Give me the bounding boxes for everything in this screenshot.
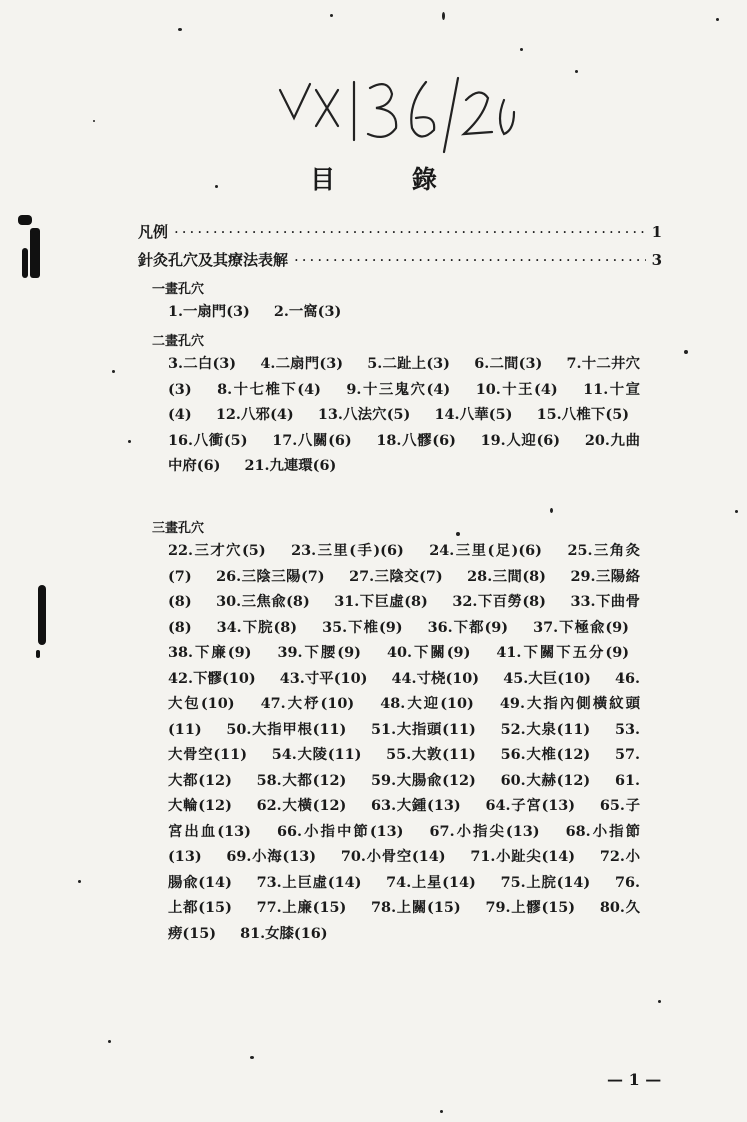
acupoint-entry: 43.寸平(10) <box>279 669 368 687</box>
acupoint-entry: 10.十王(4) <box>475 380 558 398</box>
scan-speck <box>330 14 333 17</box>
acupoint-entry: 19.人迎(6) <box>480 431 561 449</box>
acupoint-entry: 38.下廉(9) <box>168 644 252 661</box>
acupoint-entry: 32.下百勞(8) <box>452 593 546 610</box>
leader-dots <box>294 251 646 269</box>
acupoint-entry: 72.小腸兪(14) <box>168 848 641 891</box>
acupoint-entry: 48.大迎(10) <box>380 695 474 712</box>
acupoint-entry: 34.下脘(8) <box>216 618 298 636</box>
acupoint-entry: 60.大赫(12) <box>500 771 591 789</box>
acupoint-entry: 66.小指中節(13) <box>277 822 404 840</box>
section-heading: 一畫孔穴 <box>152 282 205 297</box>
acupoint-entry: 37.下極兪(9) <box>533 618 629 636</box>
toc-label: 針灸孔穴及其療法表解 <box>138 251 289 269</box>
scan-speck <box>250 1056 254 1059</box>
acupoint-entry: 15.八椎下(5) <box>536 406 630 423</box>
acupoint-entry: 16.八衝(5) <box>168 431 248 449</box>
acupoint-entry: 2.一窩(3) <box>273 303 342 320</box>
page-number: — 1 — <box>607 1070 662 1089</box>
acupoint-entry: 25.三角灸(7) <box>168 542 641 585</box>
scan-speck <box>112 370 115 373</box>
acupoint-entry: 28.三間(8) <box>467 567 546 585</box>
acupoint-entry: 45.大巨(10) <box>503 669 591 687</box>
acupoint-entry: 27.三陰交(7) <box>349 567 443 585</box>
section-heading: 三畫孔穴 <box>152 521 205 536</box>
acupoint-entry: 39.下腰(9) <box>277 644 361 661</box>
toc-page-number: 3 <box>651 251 662 269</box>
acupoint-entry: 81.女膝(16) <box>240 924 328 942</box>
acupoint-entry: 59.大腸兪(12) <box>371 771 476 789</box>
acupoint-entry: 80.久痨(15) <box>168 899 641 942</box>
binding-mark <box>38 585 46 645</box>
acupoint-entry: 6.二間(3) <box>474 355 543 372</box>
binding-mark <box>18 215 32 225</box>
acupoint-entry: 65.子宮出血(13) <box>168 797 641 840</box>
acupoint-entry: 74.上星(14) <box>386 873 476 891</box>
binding-mark <box>36 650 40 658</box>
acupoint-entry: 22.三才穴(5) <box>168 542 266 559</box>
acupoint-entry: 56.大椎(12) <box>500 746 591 763</box>
scan-speck <box>93 120 95 122</box>
acupoint-entry: 30.三焦兪(8) <box>216 593 310 610</box>
acupoint-entry: 13.八法穴(5) <box>317 406 411 423</box>
acupoint-entry: 40.下關(9) <box>386 644 471 661</box>
acupoint-entry: 17.八關(6) <box>272 431 352 449</box>
acupoint-entry: 67.小指尖(13) <box>429 822 540 840</box>
acupoint-entry: 63.大鍾(13) <box>371 797 461 814</box>
acupoint-entry: 23.三里(手)(6) <box>291 542 404 559</box>
acupoint-entry: 29.三陽絡(8) <box>168 567 641 610</box>
section-entries <box>168 351 640 479</box>
acupoint-entry: 53.大骨空(11) <box>168 720 641 763</box>
toc-page-number: 1 <box>651 223 662 241</box>
acupoint-entry: 5.二趾上(3) <box>367 355 450 372</box>
scan-speck <box>658 1000 661 1003</box>
acupoint-entry: 58.大都(12) <box>256 771 347 789</box>
acupoint-entry: 20.九曲中府(6) <box>168 431 640 474</box>
scan-speck <box>456 532 460 536</box>
acupoint-entry: 21.九連環(6) <box>244 457 337 474</box>
page-title: 目 錄 <box>310 165 471 194</box>
acupoint-entry: 14.八華(5) <box>434 406 513 423</box>
section-entries <box>168 299 640 325</box>
toc-label: 凡例 <box>138 223 169 241</box>
acupoint-entry: 76.上都(15) <box>168 873 641 916</box>
acupoint-entry: 26.三陰三陽(7) <box>216 567 325 585</box>
binding-mark <box>30 228 40 278</box>
acupoint-entry: 4.二扇門(3) <box>260 355 344 372</box>
acupoint-entry: 9.十三鬼穴(4) <box>346 380 451 398</box>
scan-speck <box>442 12 445 20</box>
leader-dots <box>174 223 646 241</box>
acupoint-entry: 79.上髎(15) <box>485 899 576 916</box>
acupoint-entry: 78.上關(15) <box>371 899 461 916</box>
acupoint-entry: 42.下髎(10) <box>168 669 256 687</box>
acupoint-entry: 1.一扇門(3) <box>168 303 250 320</box>
acupoint-entry: 68.小指節(13) <box>168 822 640 865</box>
acupoint-entry: 50.大指甲根(11) <box>226 720 347 738</box>
scan-speck <box>128 440 131 443</box>
acupoint-entry: 3.二白(3) <box>168 355 237 372</box>
acupoint-entry: 44.寸桡(10) <box>391 669 480 687</box>
acupoint-entry: 57.大都(12) <box>168 746 641 789</box>
acupoint-entry: 24.三里(足)(6) <box>429 542 542 559</box>
acupoint-entry: 77.上廉(15) <box>256 899 347 916</box>
acupoint-entry: 12.八邪(4) <box>215 406 294 423</box>
acupoint-entry: 75.上脘(14) <box>500 873 591 891</box>
acupoint-entry: 71.小趾尖(14) <box>470 848 576 865</box>
acupoint-entry: 49.大指內側橫紋頭(11) <box>168 695 641 738</box>
acupoint-entry: 73.上巨虛(14) <box>256 873 362 891</box>
acupoint-entry: 52.大泉(11) <box>500 720 591 738</box>
acupoint-entry: 55.大敦(11) <box>386 746 476 763</box>
acupoint-entry: 31.下巨虛(8) <box>334 593 428 610</box>
acupoint-entry: 54.大陵(11) <box>271 746 362 763</box>
acupoint-entry: 7.十二井穴(3) <box>168 355 640 398</box>
acupoint-entry: 64.子宮(13) <box>485 797 576 814</box>
acupoint-entry: 69.小海(13) <box>226 848 317 865</box>
toc-row-table <box>138 249 662 270</box>
acupoint-entry: 61.大輪(12) <box>168 771 641 814</box>
acupoint-entry: 8.十七椎下(4) <box>217 380 321 398</box>
acupoint-entry: 51.大指頭(11) <box>371 720 476 738</box>
scan-speck <box>735 510 738 513</box>
section-entries <box>168 538 640 946</box>
scan-speck <box>550 508 553 513</box>
acupoint-entry: 47.大杼(10) <box>260 695 355 712</box>
acupoint-entry: 35.下椎(9) <box>322 618 403 636</box>
acupoint-entry: 18.八髎(6) <box>376 431 456 449</box>
acupoint-entry: 33.下曲骨(8) <box>168 593 640 636</box>
scan-speck <box>108 1040 111 1043</box>
toc-row-preface <box>138 221 662 242</box>
section-heading: 二畫孔穴 <box>152 334 205 349</box>
scan-speck <box>575 70 578 73</box>
acupoint-entry: 46.大包(10) <box>168 669 640 712</box>
acupoint-entry: 41.下關下五分(9) <box>496 644 630 661</box>
binding-mark <box>22 248 28 278</box>
scan-speck <box>178 28 182 31</box>
scan-speck <box>684 350 688 354</box>
scan-speck <box>716 18 719 21</box>
acupoint-entry: 11.十宣(4) <box>168 380 640 423</box>
handwritten-note <box>258 60 518 170</box>
acupoint-entry: 36.下都(9) <box>427 618 509 636</box>
scan-speck <box>440 1110 443 1113</box>
acupoint-entry: 70.小骨空(14) <box>340 848 446 865</box>
acupoint-entry: 62.大橫(12) <box>256 797 347 814</box>
scan-speck <box>78 880 81 883</box>
scan-speck <box>520 48 523 51</box>
